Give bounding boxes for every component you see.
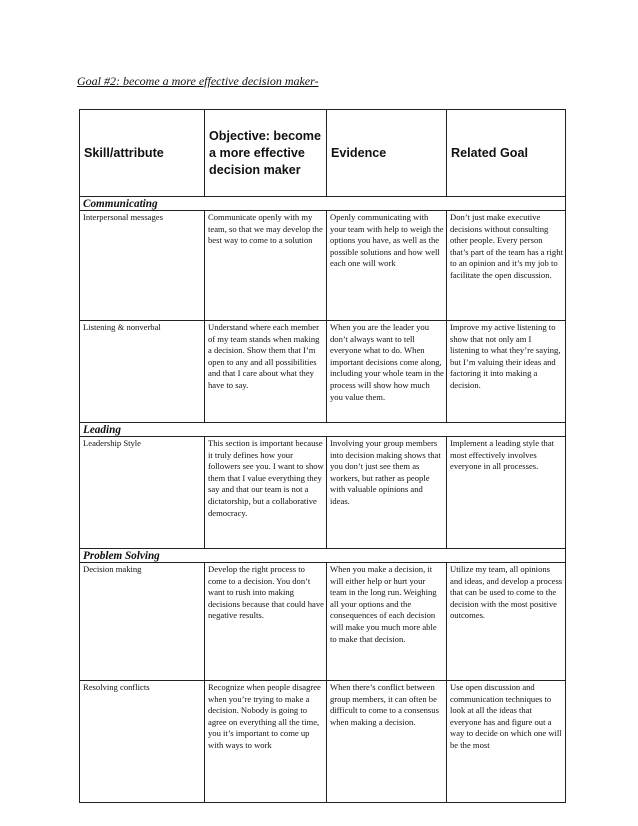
cell-objective: This section is important because it truly defines how your followers see you. I want to show them that I value everything they say and that our team is not a dictatorship, but a collaborative democracy. <box>205 437 327 549</box>
cell-skill: Listening & nonverbal <box>80 321 205 423</box>
table-row <box>80 681 566 803</box>
skills-table <box>79 109 566 803</box>
table-row <box>80 437 566 549</box>
cell-related: Don’t just make executive decisions without consulting other people. Every person that’s part of the team has a right to an opinion and it’s my job to facilitate the open discussion. <box>447 211 566 321</box>
cell-skill: Interpersonal messages <box>80 211 205 321</box>
table-row <box>80 321 566 423</box>
cell-skill: Decision making <box>80 563 205 681</box>
section-row <box>80 423 566 437</box>
cell-skill: Leadership Style <box>80 437 205 549</box>
header-objective: Objective: become a more effective decision maker <box>205 110 327 197</box>
cell-related: Implement a leading style that most effectively involves everyone in all processes. <box>447 437 566 549</box>
header-related-goal: Related Goal <box>447 110 566 197</box>
section-title: Leading <box>80 423 566 437</box>
header-row <box>80 110 566 197</box>
header-evidence: Evidence <box>327 110 447 197</box>
cell-evidence: When you make a decision, it will either help or hurt your team in the long run. Weighing all your options and the consequences of each decision will make you much more able to make that decision. <box>327 563 447 681</box>
cell-objective: Develop the right process to come to a decision. You don’t want to rush into making decisions because that could have negative results. <box>205 563 327 681</box>
table-row <box>80 563 566 681</box>
section-row <box>80 549 566 563</box>
cell-objective: Understand where each member of my team stands when making a decision. Show them that I’m open to any and all possibilities and that I care about what they have to say. <box>205 321 327 423</box>
section-title: Problem Solving <box>80 549 566 563</box>
table-row <box>80 211 566 321</box>
cell-objective: Recognize when people disagree when you’re trying to make a decision. Nobody is going to agree on everything all the time, you it’s important to come up with ways to work <box>205 681 327 803</box>
section-title: Communicating <box>80 197 566 211</box>
cell-related: Utilize my team, all opinions and ideas, and develop a process that can be used to come to the decision with the most positive outcomes. <box>447 563 566 681</box>
section-row <box>80 197 566 211</box>
cell-objective: Communicate openly with my team, so that we may develop the best way to come to a solution <box>205 211 327 321</box>
header-skill: Skill/attribute <box>80 110 205 197</box>
cell-evidence: When you are the leader you don’t always want to tell everyone what to do. When important decisions come along, including your whole team in the process will show how much you value them. <box>327 321 447 423</box>
cell-related: Use open discussion and communication techniques to look at all the ideas that everyone has and figure out a way to decide on which one will be the most <box>447 681 566 803</box>
goal-title: Goal #2: become a more effective decision maker- <box>77 74 319 88</box>
cell-evidence: When there’s conflict between group members, it can often be difficult to come to a consensus when making a decision. <box>327 681 447 803</box>
cell-evidence: Involving your group members into decision making shows that you don’t just see them as workers, but rather as people with valuable opinions and ideas. <box>327 437 447 549</box>
cell-evidence: Openly communicating with your team with help to weigh the options you have, as well as the possible solutions and how well each one will work <box>327 211 447 321</box>
cell-skill: Resolving conflicts <box>80 681 205 803</box>
cell-related: Improve my active listening to show that not only am I listening to what they’re saying, but I’m valuing their ideas and factoring it into making a decision. <box>447 321 566 423</box>
